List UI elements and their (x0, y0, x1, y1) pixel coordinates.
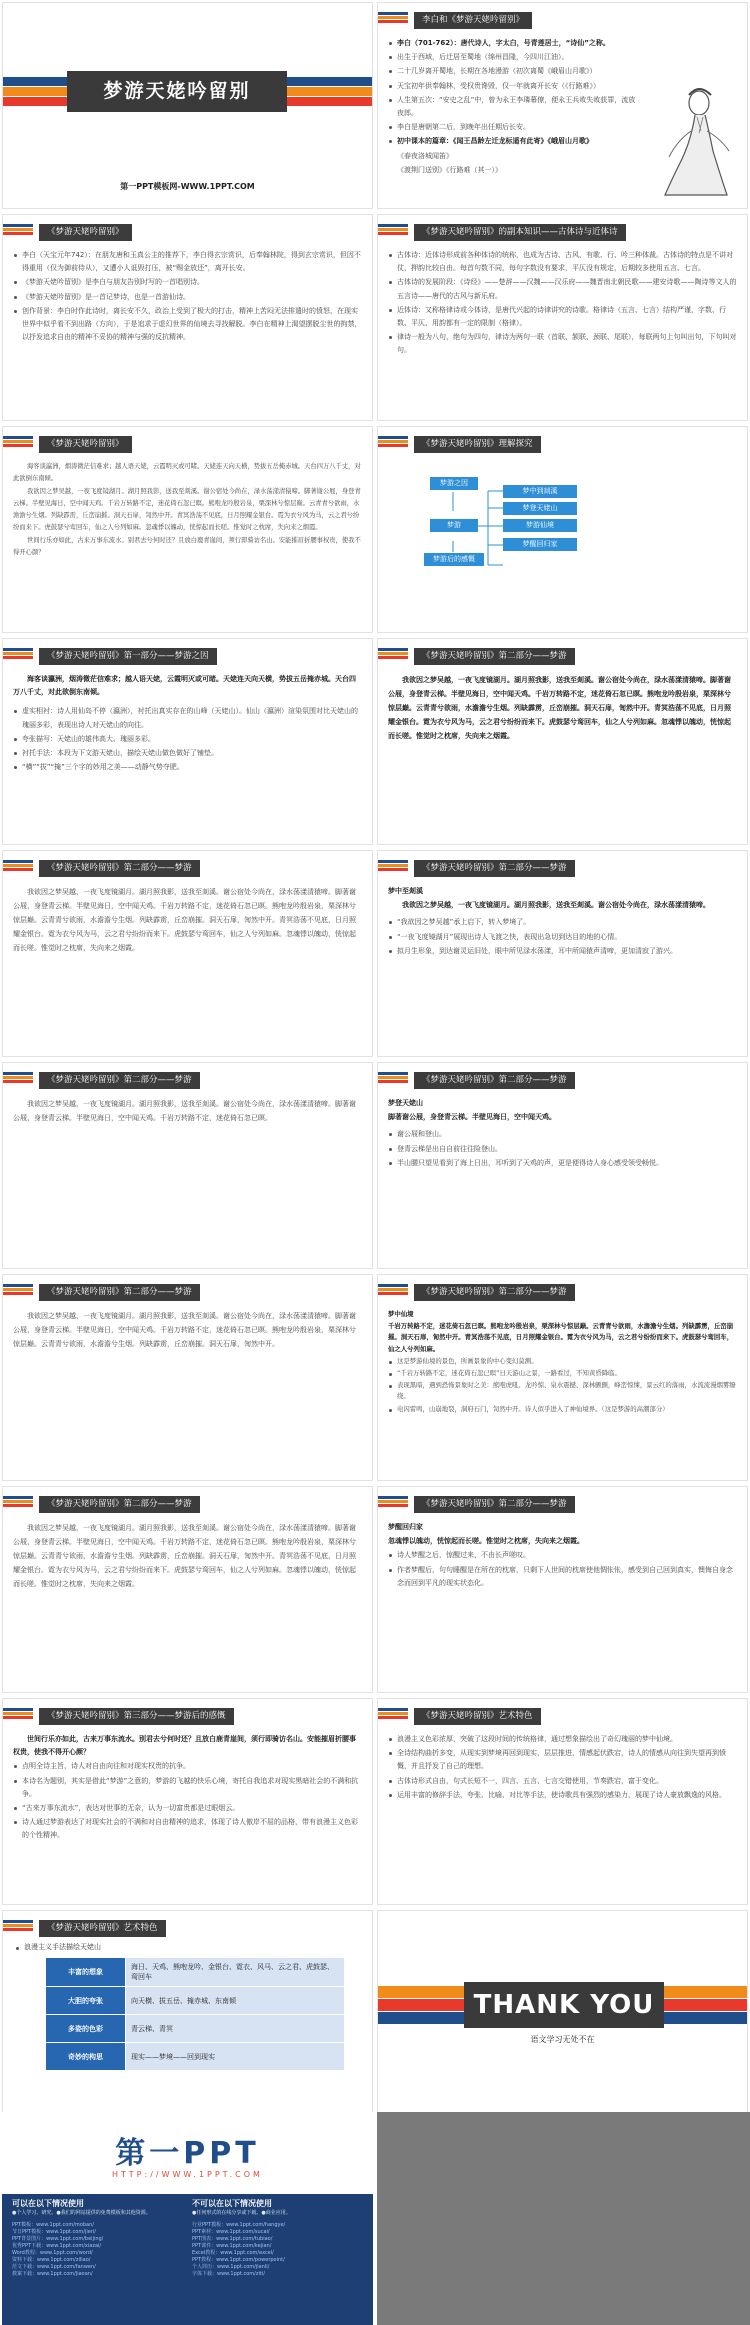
slide-header: 李白和《梦游天姥吟留别》 (414, 12, 532, 29)
slide-art-2[interactable] (2, 1910, 373, 2117)
bullet: 近体诗：又称格律诗或今体诗，是唐代兴起的诗律讲究的诗歌。格律诗（五言、七言）结构严谨，字数、行数、平仄、用韵都有一定的限制（格律）。 (388, 304, 737, 330)
slide-header: 《梦游天姥吟留别》理解探究 (414, 436, 541, 453)
verse: 我欲因之梦吴越，一夜飞度镜湖月。湖月照我影，送我至剡溪。谢公宿处今尚在，渌水荡漾清猿啼。脚著谢公屐，身登青云梯。半壁见海日，空中闻天鸡。千岩万转路不定，迷花倚石忽已暝。熊咆龙吟殷岩泉，栗深林兮惊层巅。云青青兮欲雨，水澹澹兮生烟。列缺霹雳，丘峦崩摧。洞天石扉，訇然中开。 (13, 1312, 356, 1348)
bullet: 二十几岁离开蜀地，长期在各地漫游（初次离蜀《峨眉山月歌》） (388, 65, 639, 78)
bullet: 登青云梯是出自自前往往险登山。 (388, 1143, 737, 1156)
verse: 我欲因之梦吴越，一夜飞度镜湖月。湖月照我影，送我至剡溪。谢公宿处今尚在，渌水荡漾清猿啼。脚著谢公屐，身登青云梯。半壁见海日，空中闻天鸡。千岩万转路不定，迷花倚石忽已暝。熊咆龙吟殷岩泉，栗深林兮惊层巅。云青青兮欲雨，水澹澹兮生烟。列缺霹雳，丘峦崩摧。洞天石扉，訇然中开。青冥浩荡不见底，日月照耀金银台。霓为衣兮风为马，云之君兮纷纷而来下。虎鼓瑟兮鸾回车，仙之人兮列如麻。忽魂悸以魄动，恍惊起而长嗟。惟觉时之枕席，失向来之烟霞。 (13, 1524, 356, 1588)
bullet: 《梦游天姥吟留别》是李白与朋友告别时写的一首唱别诗。 (13, 276, 362, 289)
table-row (46, 1987, 345, 2015)
line: 《渡荆门送别》《行路难（其一）》 (397, 165, 502, 174)
bullet: “古来万事东流水”，表达对世事的无奈，认为一切富贵都是过眼烟云。 (13, 1802, 362, 1815)
site-subtitle: 第一PPT模板网-WWW.1PPT.COM (120, 182, 255, 191)
verse: 忽魂悸以魄动，恍惊起而长嗟。惟觉时之枕席，失向来之烟霞。 (388, 1537, 584, 1546)
link[interactable]: Excel教程：www.1ppt.com/excel/ (192, 2250, 274, 2256)
slide-header: 《梦游天姥吟留别》 (39, 224, 132, 241)
slide-poetry-types[interactable] (377, 214, 748, 421)
slide-thanks[interactable] (377, 1910, 748, 2117)
slide-header: 《梦游天姥吟留别》第三部分——梦游后的感慨 (39, 1708, 234, 1725)
slide-header: 《梦游天姥吟留别》艺术特色 (414, 1708, 541, 1725)
link[interactable]: 个人简历：www.1ppt.com/jianli/ (192, 2264, 270, 2270)
link[interactable]: PPT图表：www.1ppt.com/tubiao/ (192, 2236, 273, 2242)
intro-bullet: 浪漫主义手法描绘天姥山 (15, 1942, 101, 1952)
stripes-icon (3, 1284, 33, 1296)
bullet: 浪漫主义色彩浓厚，突破了这段时间的传统格律，通过想象描绘出了奇幻瑰丽的梦中仙境。 (388, 1733, 737, 1746)
bullet: 电闪雷鸣，山崩地裂，洞府石门，訇然中开。诗人似乎进入了神仙境界。（这是梦游的高潮部分） (388, 1404, 737, 1415)
verse: 世间行乐亦如此，古来万事东流水。别君去兮何时还？且放白鹿青崖间，须行即骑访名山。安能摧眉折腰事权贵，使我不得开心颜？ (13, 1735, 356, 1757)
logo-url[interactable]: HTTP://WWW.1PPT.COM (112, 2170, 263, 2179)
stripes-icon (378, 1284, 408, 1296)
slide-header: 《梦游天姥吟留别》第二部分——梦游 (39, 1284, 200, 1301)
stripes-icon (378, 648, 408, 660)
table-value: 青云梯、青冥 (126, 2015, 345, 2043)
table-row (46, 2043, 345, 2071)
slide-part2-g[interactable] (377, 1274, 748, 1481)
slide-header: 《梦游天姥吟留别》第二部分——梦游 (39, 860, 200, 877)
slide-header: 《梦游天姥吟留别》第二部分——梦游 (414, 1284, 575, 1301)
table-value: 现实——梦境——回到现实 (126, 2043, 345, 2071)
slide-part2-a[interactable] (377, 638, 748, 845)
verse: 千岩万转路不定，迷花倚石忽已暝。熊咆龙吟殷岩泉，栗深林兮惊层巅。云青青兮欲雨，水澹澹兮生烟。列缺霹雳，丘峦崩摧。洞天石扉，訇然中开。青冥浩荡不见底，日月照耀金银台。霓为衣兮风为马，云之君兮纷纷而来下。虎鼓瑟兮鸾回车，仙之人兮列如麻。 (388, 1322, 734, 1353)
table-key: 大胆的夸张 (46, 1987, 126, 2015)
bullet: 运用丰富的修辞手法，夸张、比喻、对比等手法，使诗歌具有强烈的感染力，展现了诗人豪放飘逸的风格。 (388, 1789, 737, 1802)
stripes-icon (378, 1072, 408, 1084)
bullet: 古体诗形式自由，句式长短不一，四言、五言、七言交错使用，节奏跌宕，富于变化。 (388, 1775, 737, 1788)
paragraph: 我欲因之梦吴越，一夜飞度镜湖月。湖月照我影，送我至剡溪。谢公宿处今尚在，渌水荡漾清猿啼。脚著谢公屐，身登青云梯。半壁见海日，空中闻天鸡。千岩万转路不定，迷花倚石忽已暝。熊咆龙吟殷岩泉，栗深林兮惊层巅。云青青兮欲雨，水澹澹兮生烟。列缺霹雳，丘峦崩摧。洞天石扉，訇然中开。青冥浩荡不见底，日月照耀金银台。霓为衣兮风为马，云之君兮纷纷而来下。虎鼓瑟兮鸾回车，仙之人兮列如麻。忽魂悸以魄动，恍惊起而长嗟。惟觉时之枕席，失向来之烟霞。 (13, 488, 361, 531)
slide-header: 《梦游天姥吟留别》第二部分——梦游 (414, 648, 575, 665)
bullet: 天宝初年供奉翰林，受权贵谗毁，仅一年就离开长安（《行路难》） (388, 80, 639, 93)
slide-header: 《梦游天姥吟留别》第二部分——梦游 (414, 860, 575, 877)
bullet: 《梦游天姥吟留别》是一首记梦诗，也是一首游仙诗。 (13, 291, 362, 304)
bullet: “我欲因之梦吴越”承上启下，转入梦境了。 (388, 916, 737, 929)
slide-header: 《梦游天姥吟留别》第二部分——梦游 (39, 1496, 200, 1513)
bullet: 拟月生形象，到达谢灵运旧处，眼中所见渌水荡漾，耳中所闻猿声清啼，更加清寂了游兴。 (388, 945, 737, 958)
bullet: “横”“拔”“掩”三个字的妙用之美——动静气势夺肥。 (13, 761, 362, 774)
link[interactable]: 教案下载：www.1ppt.com/jiaoan/ (12, 2271, 93, 2277)
forbidden-title: 不可以在以下情况使用 (192, 2199, 272, 2208)
slide-header: 《梦游天姥吟留别》的副本知识——古体诗与近体诗 (414, 224, 626, 241)
stripes-icon (378, 224, 408, 236)
table-value: 向天横、拔五岳、掩赤城、东南倾 (126, 1987, 345, 2015)
table-value: 海日、天鸡、熊咆龙吟、金银台、霓衣、风马、云之君、虎鼓瑟、鸾回车 (126, 1958, 345, 1987)
forbidden-sub: ●任何形式的在线分享或下载。●商业应用。 (192, 2210, 291, 2216)
allowed-title: 可以在以下情况使用 (12, 2199, 84, 2208)
bullet: 作者梦醒后，句句睡醒是在所在的枕席，只剩下人世间的枕席使他惆怅怅，感受到自己回到真实，懊悔自身念念而回到平凡的现实状态化。 (388, 1564, 737, 1590)
slide-header: 《梦游天姥吟留别》 (39, 436, 132, 453)
link[interactable]: Word教程：www.1ppt.com/word/ (12, 2250, 93, 2256)
paragraph: 世间行乐亦如此，古来万事东流水。别君去兮何时还？且放白鹿青崖间，须行即骑访名山。安能摧眉折腰事权贵，使我不得开心颜？ (13, 537, 361, 556)
bullet: 衬托手法：本段为下文游天姥山，描绘天姥山做色做好了铺垫。 (13, 747, 362, 760)
link[interactable]: PPT课件：www.1ppt.com/kejian/ (192, 2243, 272, 2249)
bullet: 半山腰只望见看到了海上日出，耳听到了天鸡的声，更是便得诗人身心感受领受畅悦。 (388, 1157, 737, 1170)
line: 《春夜洛城闻笛》 (397, 151, 453, 160)
slide-full-text[interactable] (2, 426, 373, 633)
verse: 我欲因之梦吴越，一夜飞度镜湖月。湖月照我影，送我至剡溪。谢公宿处今尚在，渌水荡漾清猿啼。脚著谢公屐，身登青云梯。半壁见海日，空中闻天鸡。千岩万转路不定，迷花倚石忽已暝。熊咆龙吟殷岩泉，栗深林兮惊层巅。云青青兮欲雨，水澹澹兮生烟。列缺霹雳，丘峦崩摧。洞天石扉，訇然中开。青冥浩荡不见底，日月照耀金银台。霓为衣兮风为马，云之君兮纷纷而来下。虎鼓瑟兮鸾回车，仙之人兮列如麻。忽魂悸以魄动，恍惊起而长嗟。惟觉时之枕席，失向来之烟霞。 (13, 888, 356, 952)
title-box: 梦游天姥吟留别 (67, 71, 287, 112)
node-b[interactable]: 梦登天姥山 (503, 502, 577, 515)
slide-header: 《梦游天姥吟留别》第二部分——梦游 (39, 1072, 200, 1089)
bullet: 李白是唐朝第二后，到晚年出任期后长安。 (388, 121, 639, 134)
verse: 我欲因之梦吴越，一夜飞度镜湖月。湖月照我影，送我至剡溪。谢公宿处今尚在，渌水荡漾清猿啼。脚著谢公屐，身登青云梯。半壁见海日，空中闻天鸡。千岩万转路不定，迷花倚石忽已暝。熊咆龙吟殷岩泉，栗深林兮惊层巅。云青青兮欲雨，水澹澹兮生烟。列缺霹雳，丘峦崩摧。洞天石扉，訇然中开。青冥浩荡不见底，日月照耀金银台。霓为衣兮风为马，云之君兮纷纷而来下。虎鼓瑟兮鸾回车，仙之人兮列如麻。忽魂悸以魄动，恍惊起而长嗟。惟觉时之枕席，失向来之烟霞。 (388, 676, 731, 740)
slide-background[interactable] (2, 214, 373, 421)
bullet: 这是梦游仙境的景色，所画景象的中心变幻莫测。 (388, 1356, 737, 1367)
empty-area (377, 2112, 750, 2325)
slide-header: 《梦游天姥吟留别》第二部分——梦游 (414, 1496, 575, 1513)
slide-part2-c[interactable] (377, 850, 748, 1057)
slide-part3[interactable] (2, 1698, 373, 1905)
paragraph: 海客谈瀛洲，烟涛微茫信难求；越人语天姥，云霞明灭或可睹。天姥连天向天横，势拔五岳掩赤城。天台四万八千丈，对此欲倒东南倾。 (13, 463, 361, 482)
verse: 脚著谢公屐，身登青云梯。半壁见海日，空中闻天鸡。 (388, 1113, 556, 1122)
table-key: 多姿的色彩 (46, 2015, 126, 2043)
slide-art-1[interactable] (377, 1698, 748, 1905)
stripes-icon (378, 1708, 408, 1720)
slide-part2-b[interactable] (2, 850, 373, 1057)
slide-part2-e[interactable] (377, 1062, 748, 1269)
slide-part1[interactable] (2, 638, 373, 845)
link[interactable]: 优秀PPT下载：www.1ppt.com/xiazai/ (12, 2243, 102, 2249)
bullet: 诗人通过梦游表达了对现实社会的不满和对自由精神的追求，体现了诗人傲岸不屈的品格，带有浪漫主义色彩的个性精神。 (13, 1816, 362, 1842)
node-side[interactable]: 梦游后的感慨 (424, 553, 484, 566)
link[interactable]: PPT教程：www.1ppt.com/powerpoint/ (192, 2257, 285, 2263)
sub-heading: 梦登天姥山 (388, 1099, 423, 1107)
slide-author[interactable] (377, 2, 748, 209)
bullet: 李白（天宝元年742）：在朋友唐和玉真公主的推荐下，李白得玄宗赏识，后奉翰林院，得到玄宗赏识，但因不得重用（仅为御前侍从），又遭小人诋毁打压，被“赐金放还”，离开长安。 (13, 249, 362, 275)
verse: 我欲因之梦吴越，一夜飞度镜湖月。湖月照我影，送我至剡溪。谢公宿处今尚在，渌水荡漾清猿啼。脚著谢公屐，身登青云梯。半壁见海日，空中闻天鸡。千岩万转路不定，迷花倚石忽已暝。 (13, 1100, 356, 1122)
slide-header: 《梦游天姥吟留别》第一部分——梦游之因 (39, 648, 217, 665)
thank-you-subtitle: 语文学习无处不在 (530, 2035, 595, 2044)
bullet: 表现黑暗，遇到恐怖景象时之美：熊咆虎吼、龙吟惊、泉水震撼、深林颤颤，峰峦惊悚，景云红的落雨，水流流漫烟雾缭绕。 (388, 1380, 737, 1402)
verse: 我欲因之梦吴越，一夜飞度镜湖月。湖月照我影，送我至剡溪。谢公宿处今尚在，渌水荡漾清猿啼。 (402, 901, 710, 910)
stripes-icon (3, 860, 33, 872)
bullet: 点明全诗主旨，诗人对自由向往和对现实权贵的抗争。 (13, 1760, 362, 1773)
bullet: 古体诗：近体诗形成前各种体诗的统称，也成为古诗、古风、有歌、行、吟三种体裁。古体诗的特点是不讲对仗，押韵比较自由。每首句数不同，每句字数没有要求，平仄没有规定，后期较多使用五言、七言。 (388, 249, 737, 275)
stripes-icon (378, 1496, 408, 1508)
link[interactable]: 字体下载：www.1ppt.com/ziti/ (192, 2271, 265, 2277)
sub-heading: 梦中仙境 (388, 1310, 414, 1318)
slide-mindmap[interactable] (377, 426, 748, 633)
link[interactable]: PPT背景图片：www.1ppt.com/beijing/ (12, 2236, 104, 2242)
verse: 海客谈瀛洲，烟涛微茫信难求；越人语天姥，云霞明灭或可睹。天姥连天向天横，势拔五岳掩赤城。天台四万八千丈，对此欲倒东南倾。 (13, 675, 356, 697)
usage-panel (2, 2194, 373, 2325)
stripes-icon (3, 1708, 33, 1720)
stripes-icon (378, 860, 408, 872)
table-key: 丰富的想象 (46, 1958, 126, 1987)
logo[interactable]: 第一PPT (115, 2136, 260, 2171)
stripes-icon (3, 1496, 33, 1508)
stripes-icon (378, 12, 408, 24)
link[interactable]: 节日PPT模板：www.1ppt.com/jieri/ (12, 2229, 96, 2235)
slide-part2-h[interactable] (2, 1486, 373, 1693)
node-d[interactable]: 梦醒回归家 (503, 538, 577, 551)
bullet: 虚实相衬：诗人用仙岛不停（瀛洲），衬托出真实存在的山峰（天姥山）。仙山（瀛洲）渲染氛围对比天姥山的瑰丽多彩，表现出诗人对天姥山的向往。 (13, 705, 362, 731)
bullet: 人生第五次：“安史之乱”中，曾为永王李璘幕僚，便永王兵败失败获罪，流放夜郎。 (388, 94, 639, 120)
bullet: 创作背景：李白时作此诗时，离长安不久，政治上受到了极大的打击，精神上苦闷无法排遣时的愤怒，在现实世界中似乎看不到出路（方向），于是追求于虚幻世界的仙境去寻找解脱。李白在精神上渴望摆脱尘世的拘禁，以抒发追求自由的精神不妥协的精神与强的反抗精神。 (13, 305, 362, 345)
slide-part2-i[interactable] (377, 1486, 748, 1693)
node-a[interactable]: 梦中到剡溪 (503, 485, 577, 498)
bullet: 出生于西域，后迁居至蜀地（绵州昌隆，今四川江油）。 (388, 51, 639, 64)
bullet: 夸张描写：天姥山的雄伟高大、瑰丽多彩。 (13, 733, 362, 746)
thank-you-title: THANK YOU (464, 1982, 664, 2028)
footer-card (2, 2112, 373, 2325)
bullet: 诗人梦醒之后，惊醒过来，不由长声嗟叹。 (388, 1549, 737, 1562)
table-row (46, 1958, 345, 1987)
stripes-icon (3, 224, 33, 236)
stripes-icon (3, 1072, 33, 1084)
sub-heading: 梦中至剡溪 (388, 887, 423, 895)
link[interactable]: 资料下载：www.1ppt.com/ziliao/ (12, 2257, 91, 2263)
allowed-sub: ●个人学习、研究。●我们的网站提供的免费模板和其他资源。 (12, 2210, 151, 2216)
sub-heading: 梦醒回归家 (388, 1523, 423, 1531)
bullet: “千岩万转路不定，迷花倚石忽已暝”日天游山之景，一路看过，不知黄昏降临。 (388, 1368, 737, 1379)
slide-part2-d[interactable] (2, 1062, 373, 1269)
link[interactable]: 范文下载：www.1ppt.com/fanwen/ (12, 2264, 96, 2270)
node-c[interactable]: 梦游仙境 (503, 519, 577, 532)
slide-part2-f[interactable] (2, 1274, 373, 1481)
stripes-icon (3, 1920, 33, 1932)
art-table (45, 1957, 345, 2071)
slide-header: 《梦游天姥吟留别》艺术特色 (39, 1920, 166, 1937)
bullet: 古体诗的发展阶段：《诗经》——楚辞——汉魏——汉乐府——魏晋南北朝民歌——建安诗歌——陶诗等文人的五言诗——唐代的古风与新乐府。 (388, 276, 737, 302)
link[interactable]: PPT素材：www.1ppt.com/sucai/ (192, 2229, 270, 2235)
table-row (46, 2015, 345, 2043)
bullet: 全诗结构曲折多变，从现实到梦境再回到现实，层层推进，情感起伏跌宕，诗人的情感从向往到失望再到愤慨，并且抒发了自己的理想。 (388, 1747, 737, 1773)
slide-header: 《梦游天姥吟留别》第二部分——梦游 (414, 1072, 575, 1089)
bullet: 李白（701-762）：唐代诗人，字太白，号青莲居士，“诗仙”之称。 (388, 37, 639, 50)
slide-title[interactable] (2, 2, 373, 209)
footer (0, 2112, 750, 2325)
bullet: 初中课本的篇章：《闻王昌龄左迁龙标遥有此寄》《峨眉山月歌》 (388, 135, 639, 148)
bullet: 律诗一般为八句，绝句为四句，律诗为两句一联（首联、颔联、颈联、尾联），每联两句上句叫出句，下句叫对句。 (388, 331, 737, 357)
li-bai-portrait-icon (651, 81, 741, 199)
bullet: 本诗名为题别，其实是借此“梦游”之意的，梦游的飞越的快乐心境，寄托自我追求对现实黑暗社会的不满和抗争。 (13, 1775, 362, 1801)
stripes-icon (3, 436, 33, 448)
node-root[interactable]: 梦游之因 (430, 477, 478, 490)
node-mid[interactable]: 梦游 (430, 519, 478, 532)
link[interactable]: PPT模板：www.1ppt.com/moban/ (12, 2222, 94, 2228)
bullet: “一夜飞度镜湖月”展现出诗人飞渡之快，表现出急切到达目的地的心情。 (388, 931, 737, 944)
link[interactable]: 行业PPT模板：www.1ppt.com/hangye/ (192, 2222, 286, 2228)
bullet: 谢公屐和登山。 (388, 1128, 737, 1141)
stripes-icon (3, 648, 33, 660)
table-key: 奇妙的构思 (46, 2043, 126, 2071)
